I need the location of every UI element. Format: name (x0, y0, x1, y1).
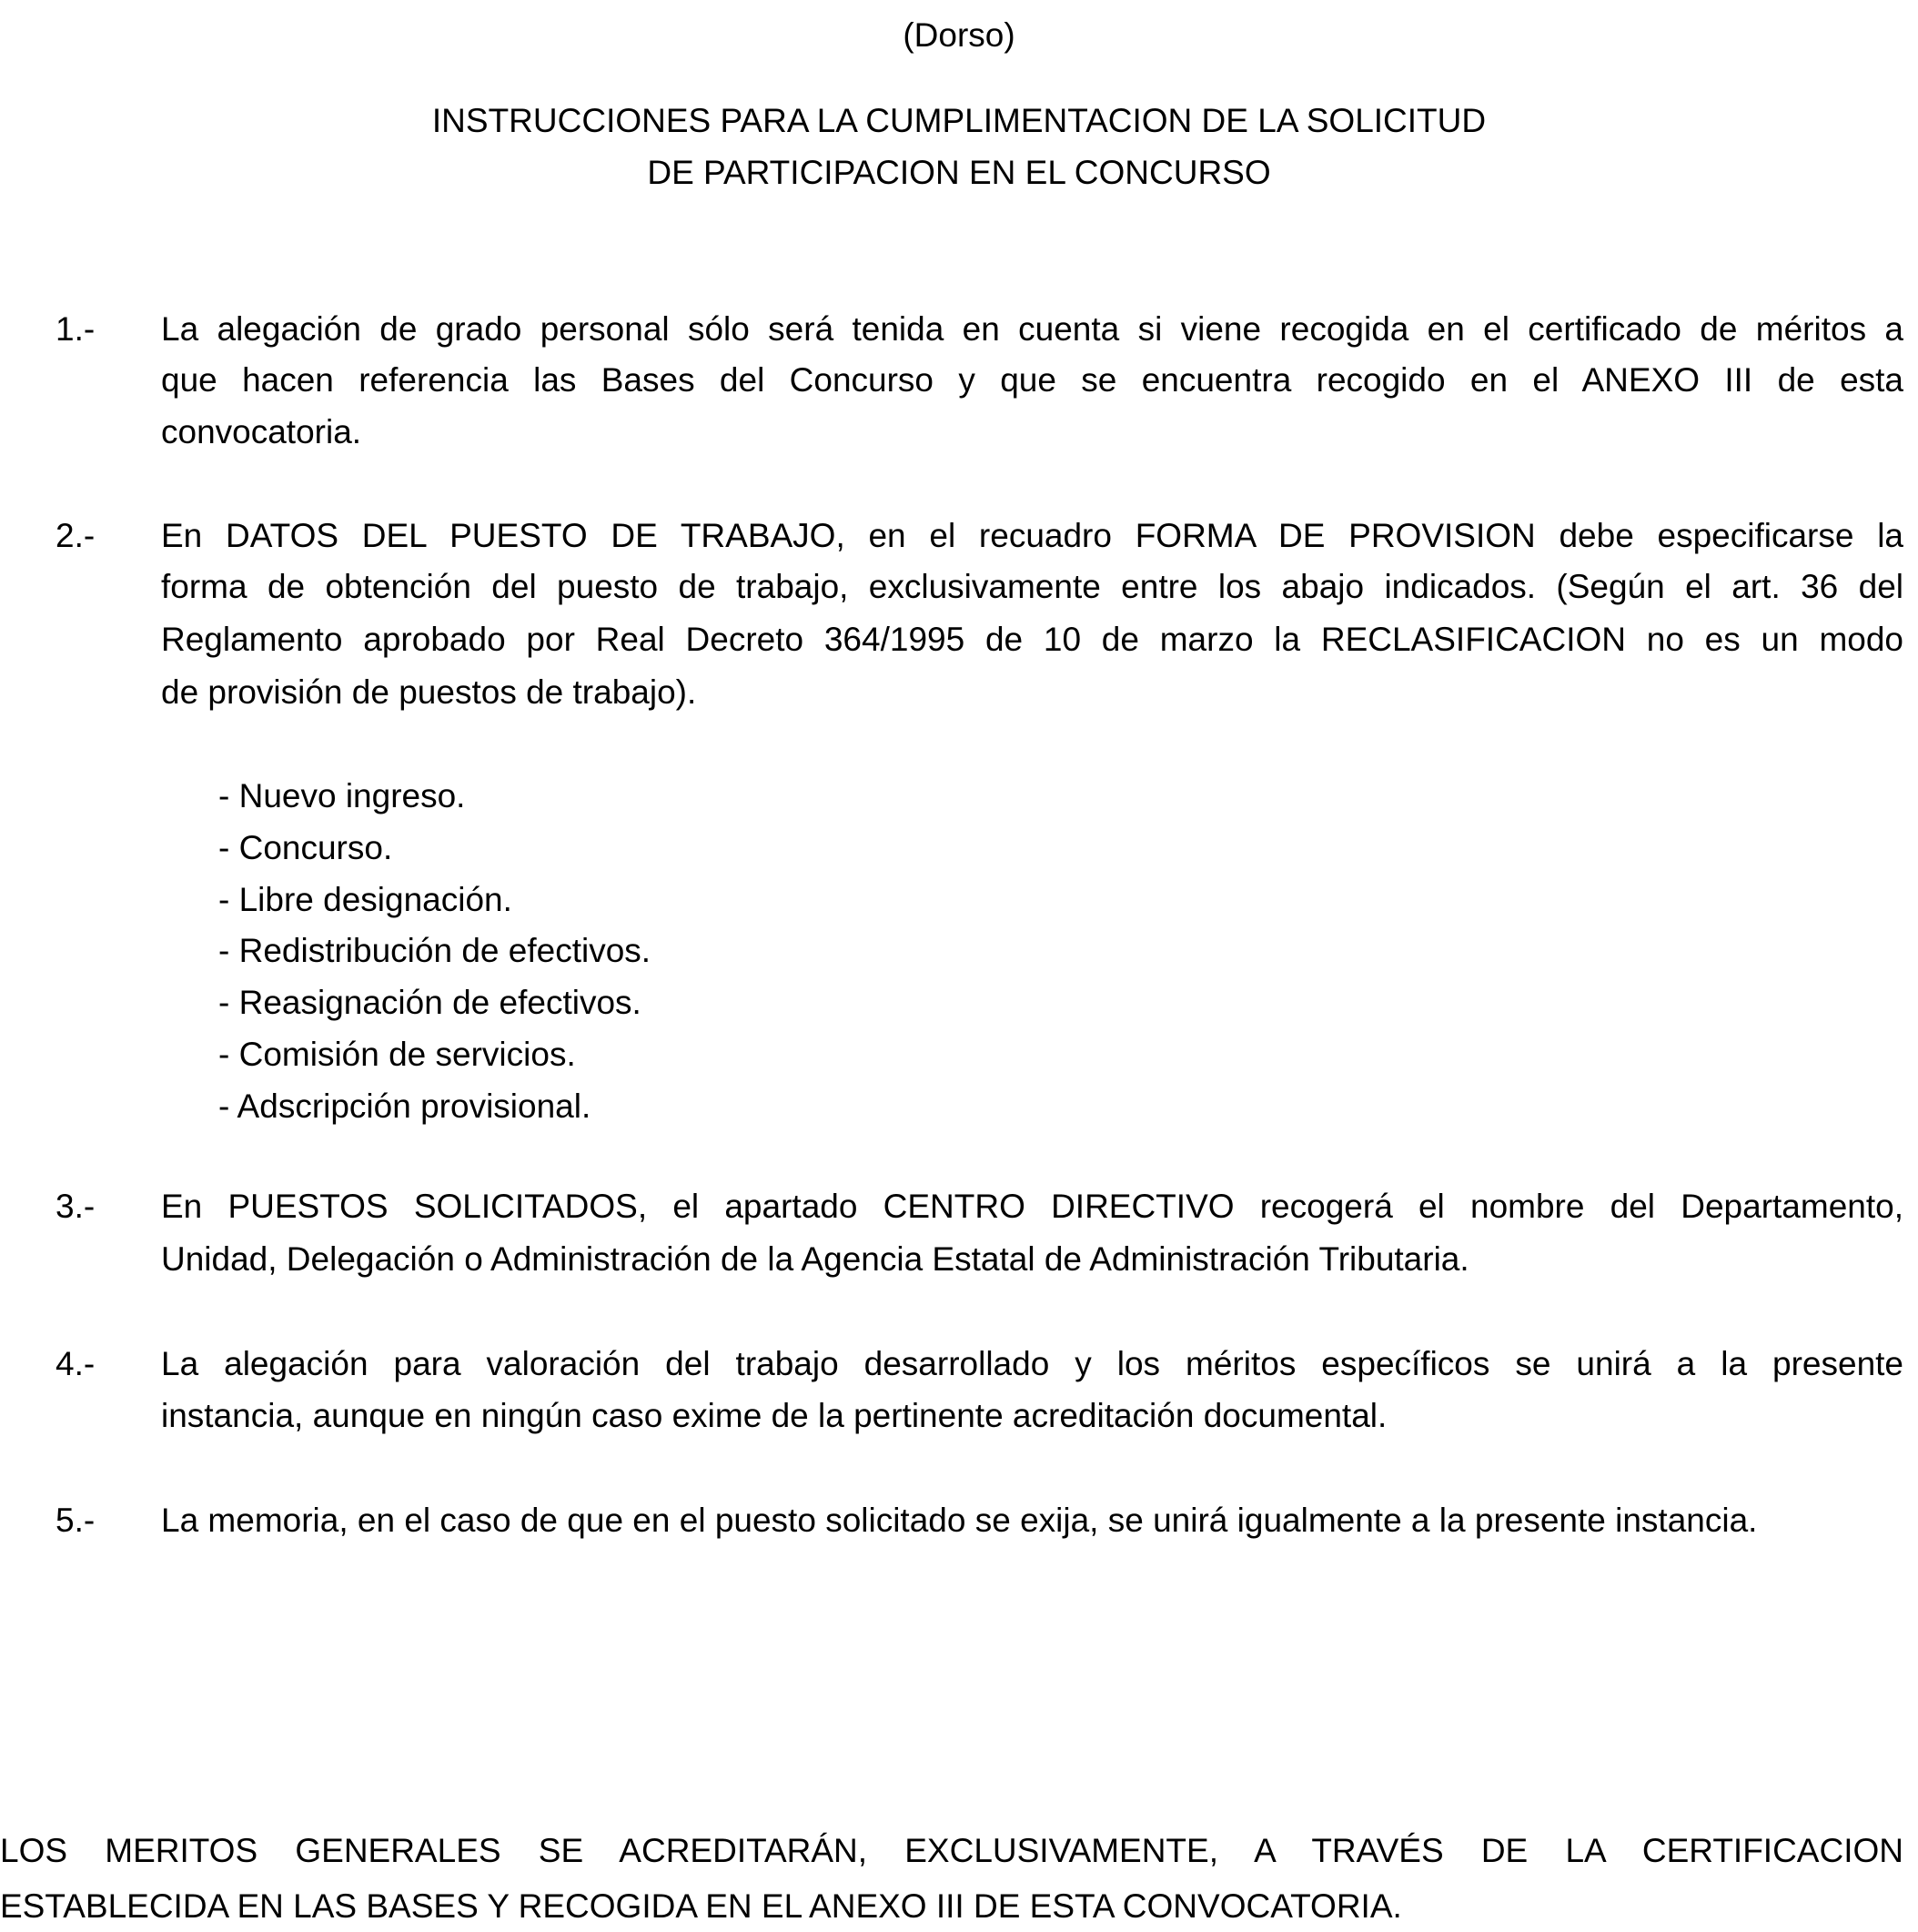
document-title: INSTRUCCIONES PARA LA CUMPLIMENTACION DE LA SOLICITUD (431, 102, 1487, 139)
page-side-label: (Dorso) (903, 16, 1015, 54)
item-text-line: forma de obtención del puesto de trabajo, exclusivamente entre los abajo indicados. (Según el art. 36 del (161, 568, 1903, 605)
item-number: 5.- (56, 1502, 96, 1539)
provision-option: - Libre designación. (218, 881, 512, 918)
provision-option: - Concurso. (218, 829, 393, 866)
footer-note-line: ESTABLECIDA EN LAS BASES Y RECOGIDA EN EL ANEXO III DE ESTA CONVOCATORIA. (0, 1887, 1402, 1925)
item-number: 1.- (56, 310, 96, 348)
item-text-line: La alegación para valoración del trabajo desarrollado y los méritos específicos se unirá a la presente (161, 1345, 1903, 1382)
item-text-line: convocatoria. (161, 413, 362, 450)
item-number: 4.- (56, 1345, 96, 1382)
provision-option: - Nuevo ingreso. (218, 777, 466, 814)
item-number: 3.- (56, 1188, 96, 1225)
item-text-line: Unidad, Delegación o Administración de la Agencia Estatal de Administración Tributaria. (161, 1240, 1469, 1278)
item-text-line: instancia, aunque en ningún caso exime de la pertinente acreditación documental. (161, 1397, 1388, 1434)
item-text-line: En DATOS DEL PUESTO DE TRABAJO, en el recuadro FORMA DE PROVISION debe especificarse la (161, 517, 1903, 554)
provision-option: - Reasignación de efectivos. (218, 984, 641, 1021)
item-number: 2.- (56, 517, 96, 554)
provision-option: - Comisión de servicios. (218, 1036, 576, 1073)
item-text-line: que hacen referencia las Bases del Concurso y que se encuentra recogido en el ANEXO III de esta (161, 361, 1903, 399)
item-text-line: La memoria, en el caso de que en el puesto solicitado se exija, se unirá igualmente a la presente instancia. (161, 1502, 1758, 1539)
item-text-line: La alegación de grado personal sólo será tenida en cuenta si viene recogida en el certificado de méritos a (161, 310, 1903, 348)
item-text-line: En PUESTOS SOLICITADOS, el apartado CENTRO DIRECTIVO recogerá el nombre del Departamento, (161, 1188, 1903, 1225)
footer-note-line: LOS MERITOS GENERALES SE ACREDITARÁN, EXCLUSIVAMENTE, A TRAVÉS DE LA CERTIFICACION (0, 1832, 1903, 1869)
item-text-line: de provisión de puestos de trabajo). (161, 673, 697, 711)
provision-option: - Redistribución de efectivos. (218, 932, 651, 969)
item-text-line: Reglamento aprobado por Real Decreto 364/1995 de 10 de marzo la RECLASIFICACION no es un modo (161, 621, 1903, 658)
provision-option: - Adscripción provisional. (218, 1087, 591, 1125)
document-title: DE PARTICIPACION EN EL CONCURSO (647, 154, 1271, 191)
